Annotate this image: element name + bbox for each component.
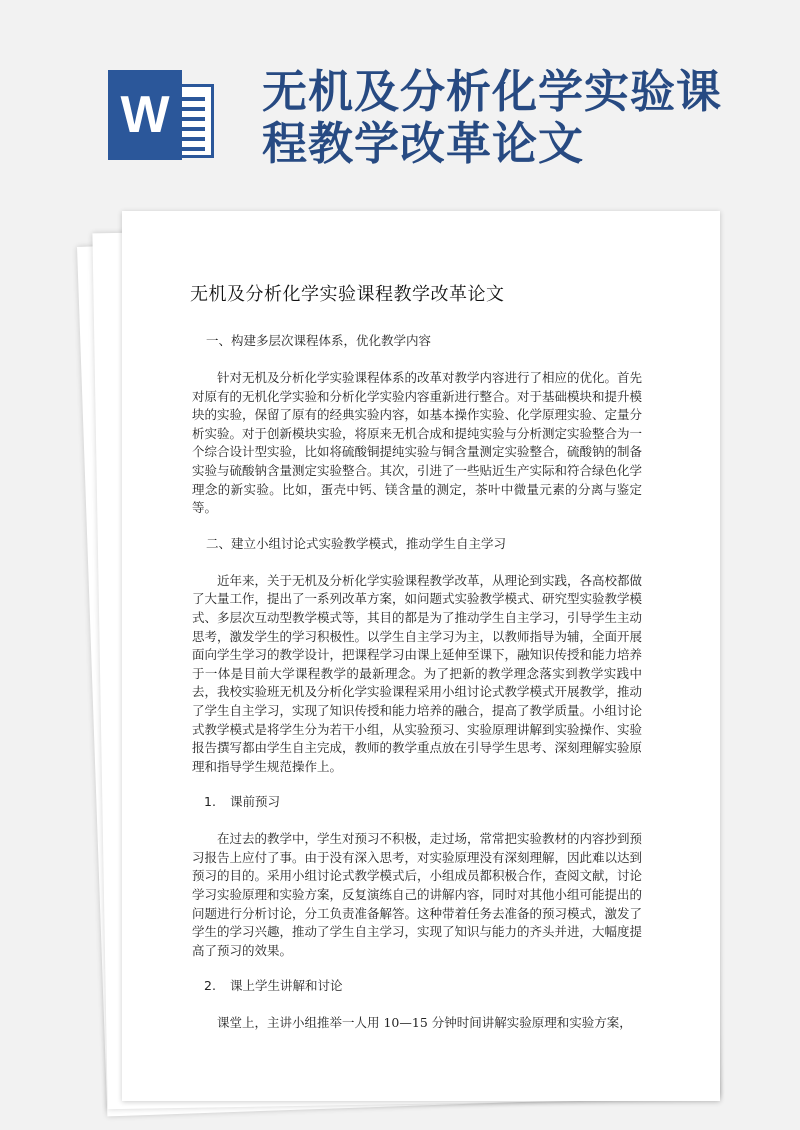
subsection-title: 课前预习 [230,794,281,810]
subsection-heading [204,978,642,994]
section-heading: 一、构建多层次课程体系，优化教学内容 [206,333,432,348]
paragraph: 针对无机及分析化学实验课程体系的改革对教学内容进行了相应的优化。首先对原有的无机化学实验和分析化学实验内容重新进行整合。对于基础模块和提升模块的实验，保留了原有的经典实验内容，如基本操作实验、化学原理实验、定量分析实验。对于创新模块实验，将原来无机合成和提纯实验与分析测定实验整合为一个综合设计型实验，比如将硫酸铜提纯实验与铜含量测定实验整合，硫酸钠的制备实验与硫酸钠含量测定实验整合。其次，引进了一些贴近生产实际和符合绿色化学理念的新实验。比如，蛋壳中钙、镁含量的测定，茶叶中微量元素的分离与鉴定等。 [192,370,643,516]
document-page [122,211,720,1101]
document-content [192,283,642,1051]
section-heading: 二、建立小组讨论式实验教学模式，推动学生自主学习 [206,535,507,551]
document-body [192,333,642,1033]
paragraph: 课堂上，主讲小组推举一人用 10—15 分钟时间讲解实验原理和实验方案， [217,1015,632,1031]
header [0,0,800,200]
page-title: 无机及分析化学实验课程教学改革论文 [262,65,723,170]
word-icon [108,70,218,160]
subsection-heading [204,794,642,810]
subsection-number: 1. [204,794,216,810]
paragraph: 在过去的教学中，学生对预习不积极，走过场，常常把实验教材的内容抄到预习报告上应付了事。由于没有深入思考，对实验原理没有深刻理解，因此难以达到预习的目的。采用小组讨论式教学模式后，小组成员都积极合作，查阅文献，讨论学习实验原理和实验方案，反复演练自己的讲解内容，同时对其他小组可能提出的问题进行分析讨论，分工负责准备解答。这种带着任务去准备的预习模式，激发了学生的学习兴趣，推动了学生自主学习，实现了知识与能力的齐头并进，大幅度提高了预习的效果。 [192,831,643,958]
subsection-title: 课上学生讲解和讨论 [230,978,343,994]
word-letter-badge: W [108,70,182,160]
document-title: 无机及分析化学实验课程教学改革论文 [190,284,505,305]
paragraph: 近年来，关于无机及分析化学实验课程教学改革，从理论到实践，各高校都做了大量工作，提出了一系列改革方案，如问题式实验教学模式、研究型实验教学模式、多层次互动型教学模式等，其目的都是为了推动学生自主学习，引导学生主动思考，激发学生的学习积极性。以学生自主学习为主，以教师指导为辅，全面开展面向学生学习的教学设计，把课程学习由课上延伸至课下，融知识传授和能力培养于一体是目前大学课程教学的最新理念。为了把新的教学理念落实到教学实践中去，我校实验班无机及分析化学实验课程采用小组讨论式教学模式开展教学，推动了学生自主学习，实现了知识传授和能力培养的融合，提高了教学质量。小组讨论式教学模式是将学生分为若干小组，从实验预习、实验原理讲解到实验操作、实验报告撰写都由学生自主完成，教师的教学重点放在引导学生思考、深刻理解实验原理和指导学生规范操作上。 [192,572,643,774]
subsection-number: 2. [204,978,216,994]
